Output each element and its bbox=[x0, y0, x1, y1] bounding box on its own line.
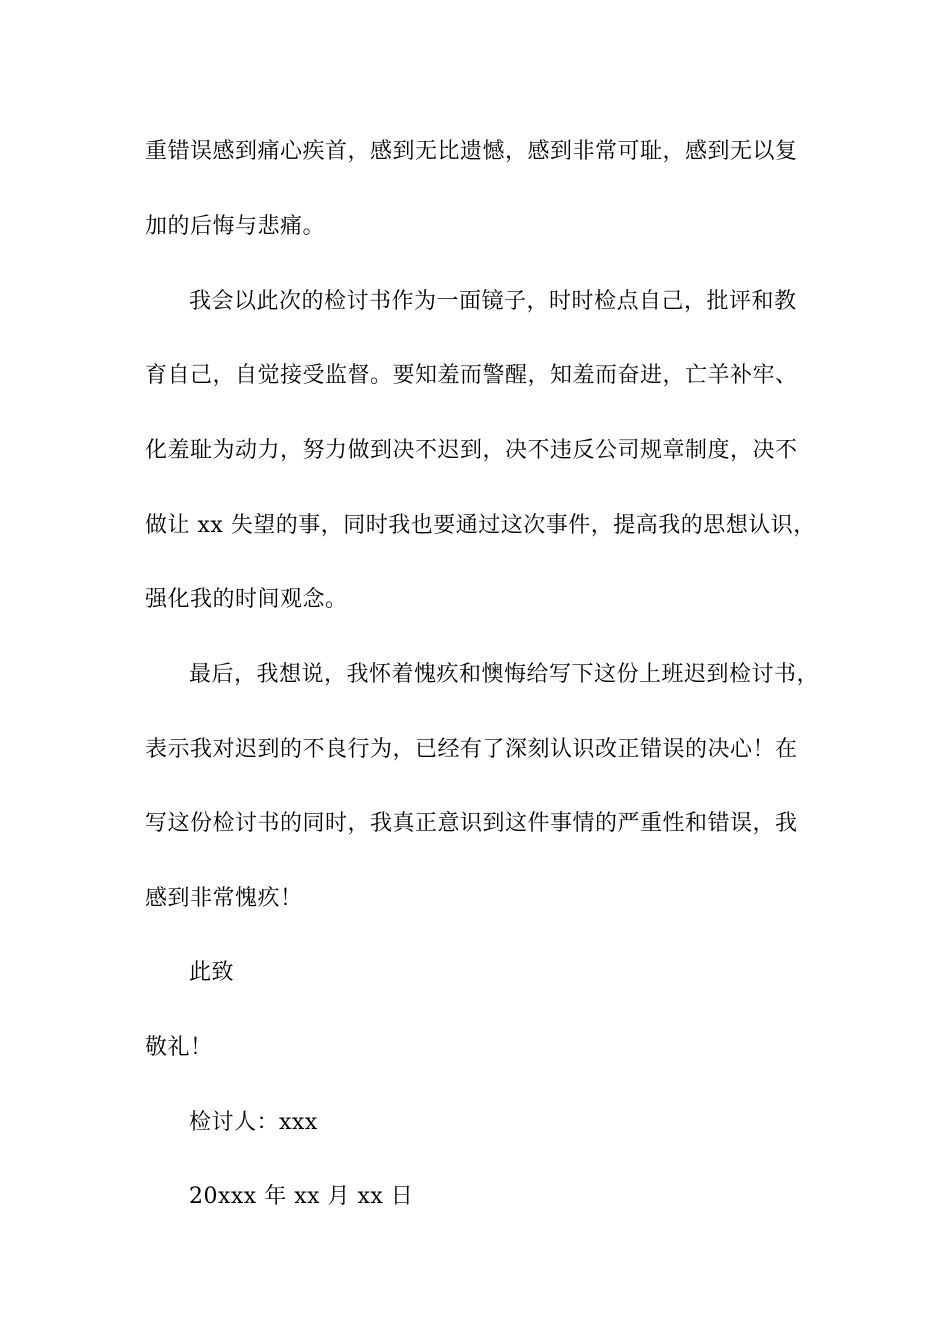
paragraph-line: 表示我对迟到的不良行为，已经有了深刻认识改正错误的决心！在 bbox=[145, 737, 798, 762]
paragraph-line: 我会以此次的检讨书作为一面镜子，时时检点自己，批评和教 bbox=[189, 289, 797, 314]
closing-salutation: 此致 bbox=[189, 960, 235, 985]
paragraph-line: 育自己，自觉接受监督。要知羞而警醒，知羞而奋进，亡羊补牢、 bbox=[145, 363, 798, 388]
paragraph-line: 写这份检讨书的同时，我真正意识到这件事情的严重性和错误，我 bbox=[145, 811, 798, 836]
paragraph-line: 最后，我想说，我怀着愧疚和懊悔给写下这份上班迟到检讨书， bbox=[189, 662, 820, 687]
paragraph-line: 强化我的时间观念。 bbox=[145, 587, 348, 612]
closing-regards: 敬礼！ bbox=[145, 1035, 213, 1060]
paragraph-line: 感到非常愧疚！ bbox=[145, 886, 303, 911]
paragraph-line: 重错误感到痛心疾首，感到无比遗憾，感到非常可耻，感到无以复 bbox=[145, 139, 798, 164]
signature-line: 检讨人：xxx bbox=[189, 1110, 318, 1135]
paragraph-line: 化羞耻为动力，努力做到决不迟到，决不违反公司规章制度，决不 bbox=[145, 438, 798, 463]
paragraph-line: 做让 xx 失望的事，同时我也要通过这次事件，提高我的思想认识， bbox=[145, 513, 816, 538]
date-line: 20xxx 年 xx 月 xx 日 bbox=[189, 1184, 414, 1209]
paragraph-line: 加的后悔与悲痛。 bbox=[145, 214, 326, 239]
